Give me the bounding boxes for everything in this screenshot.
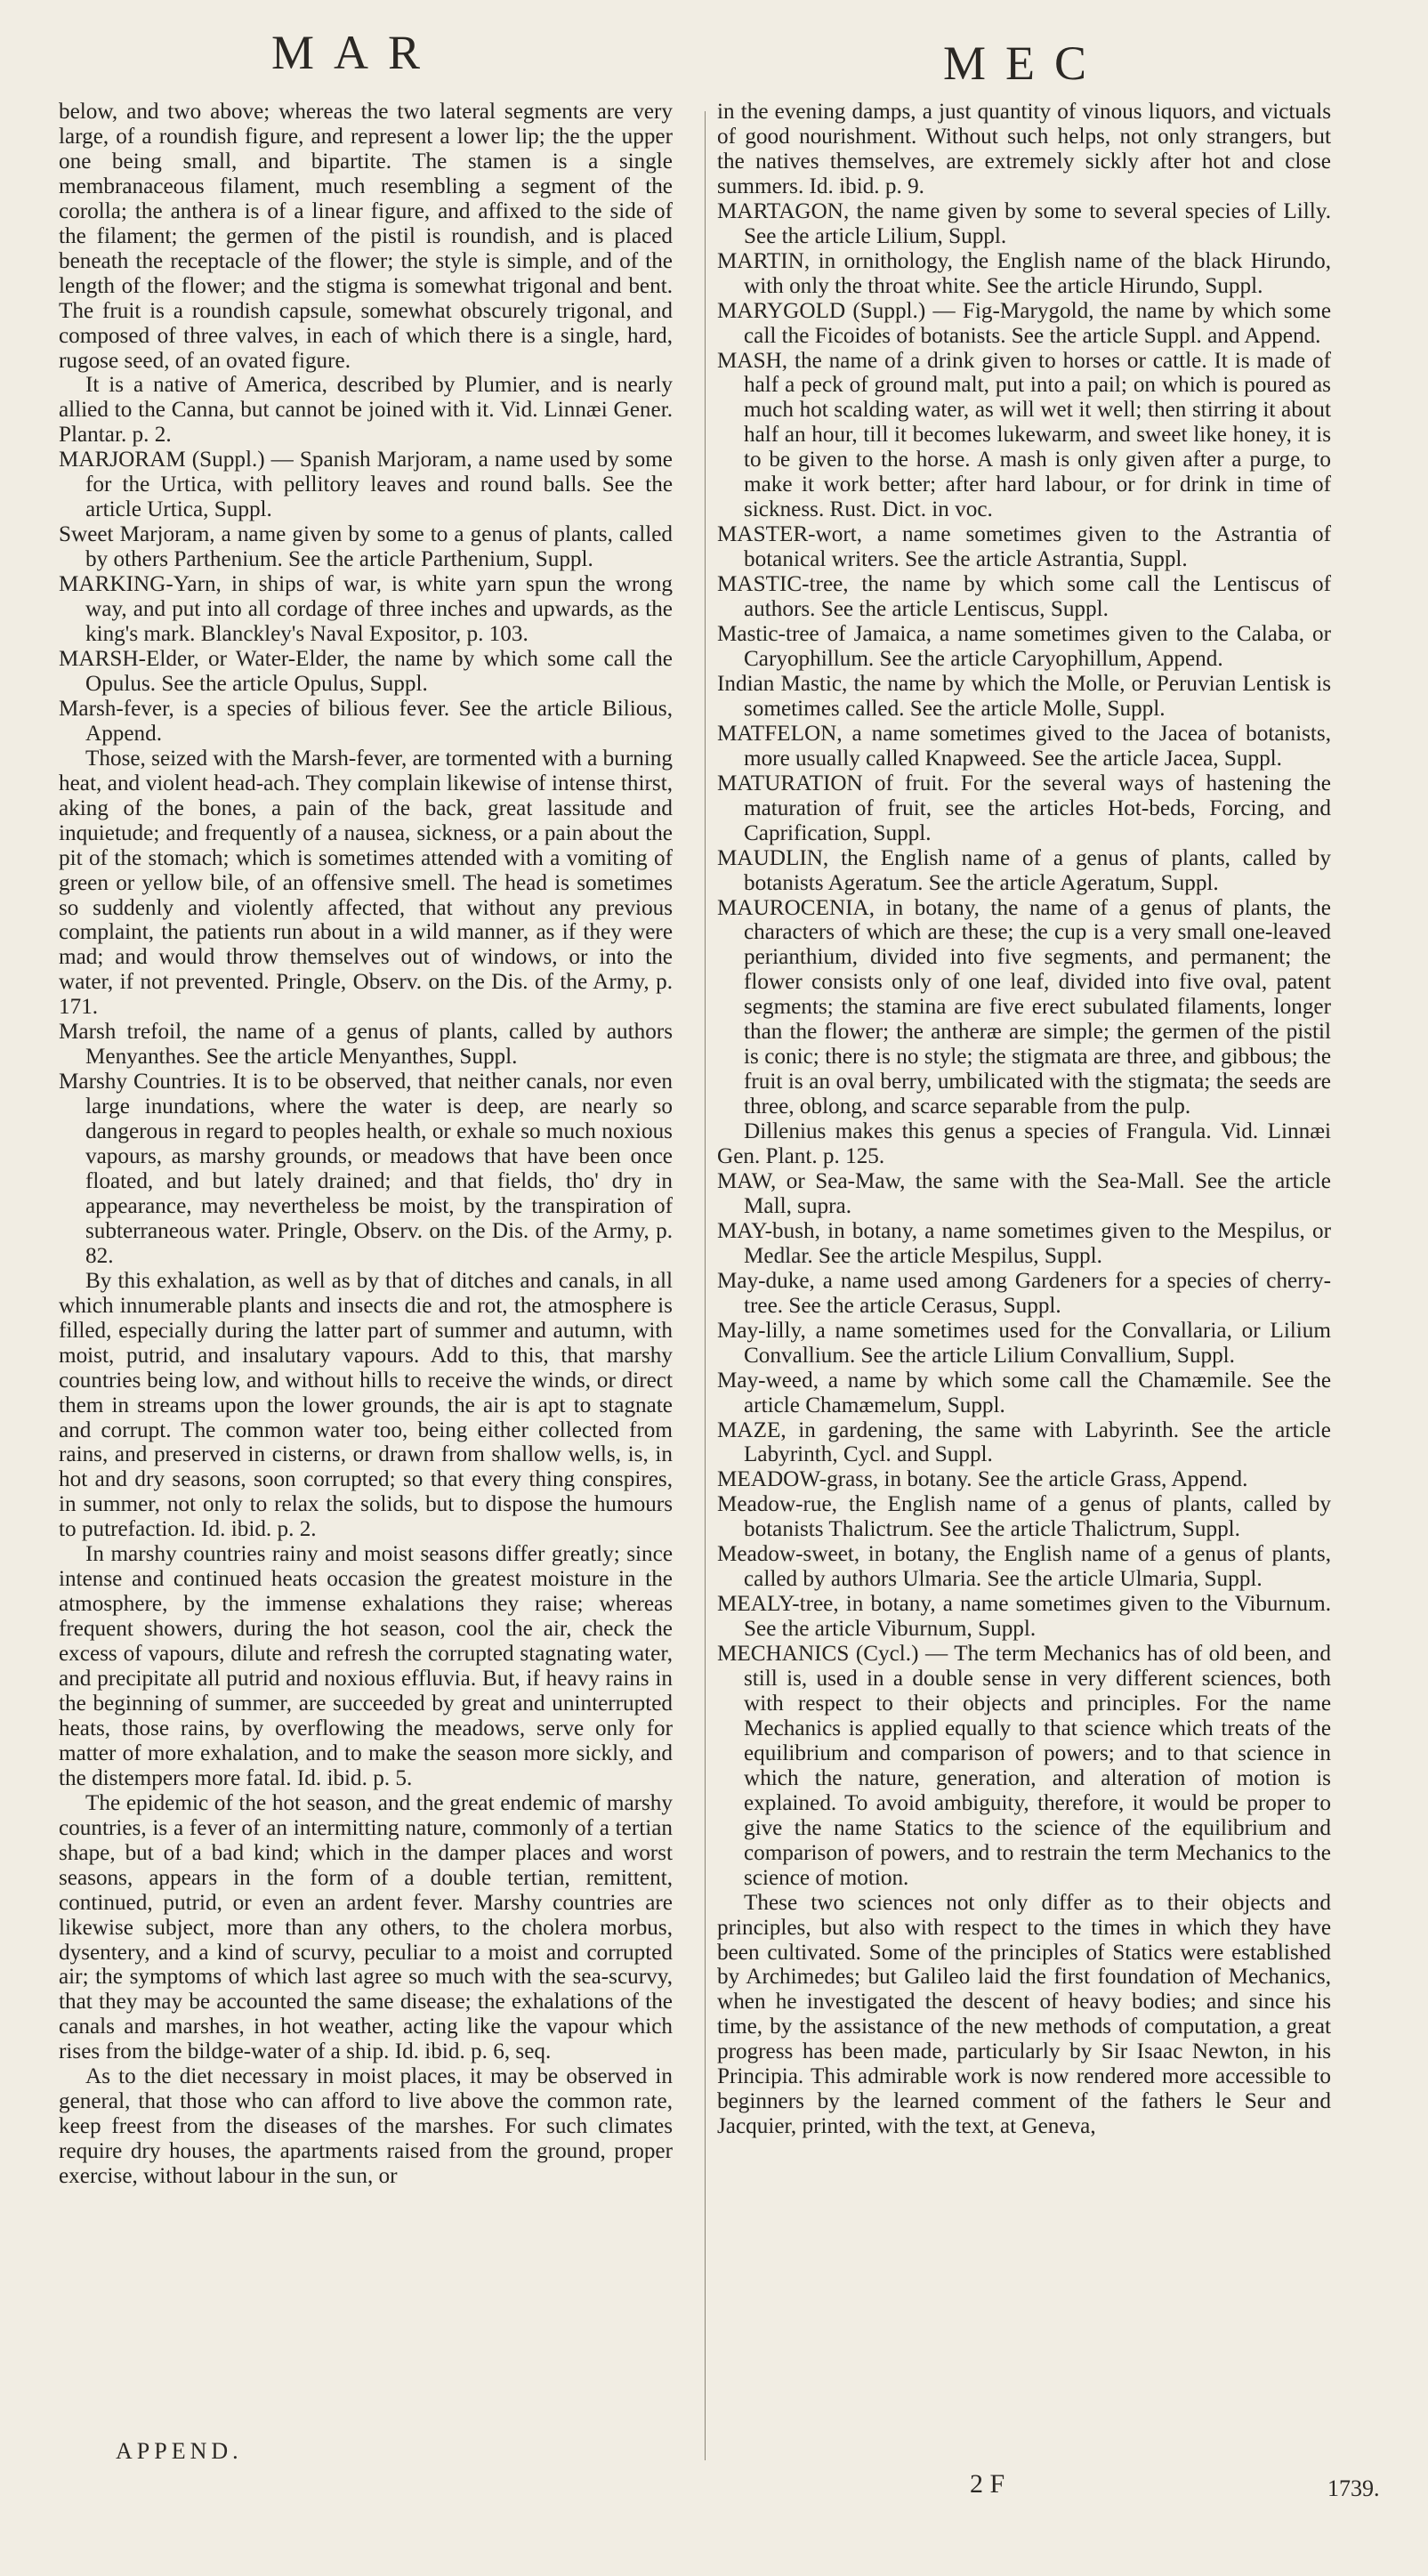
column-divider: [705, 111, 706, 2460]
right-column: [717, 100, 1331, 2139]
paragraph: Those, seized with the Marsh-fever, are tormented with a burning heat, and violent head-ach. They complain likewise of intense thirst, aking of the bones, a pain of the back, great lassitude and inquietude; and frequently of a nausea, sickness, or a pain about the pit of the stomach; which is sometimes attended with a vomiting of green or yellow bile, of an offensive smell. The head is sometimes so suddenly and violently affected, that without any previous complaint, the patients run about in a wild manner, as if they were mad; and would throw themselves out of windows, or into the water, if not prevented. Pringle, Observ. on the Dis. of the Army, p. 171.: [59, 746, 673, 1020]
dictionary-entry: MASH, the name of a drink given to horses or cattle. It is made of half a peck of ground malt, put into a pail; on which is poured as much hot scalding water, as will wet it well; then stirring it about half an hour, till it becomes lukewarm, and sweet like honey, it is to be given to the horse. A mash is only given after a purge, to make it work better; after hard labour, or for drink in time of sickness. Rust. Dict. in voc.: [717, 348, 1331, 522]
dictionary-entry: MATFELON, a name sometimes gived to the Jacea of botanists, more usually called Knapweed. See the article Jacea, Suppl.: [717, 721, 1331, 771]
dictionary-entry: Sweet Marjoram, a name given by some to a genus of plants, called by others Parthenium. See the article Parthenium, Suppl.: [59, 522, 673, 572]
dictionary-entry: Marsh trefoil, the name of a genus of plants, called by authors Menyanthes. See the article Menyanthes, Suppl.: [59, 1020, 673, 1070]
paragraph: These two sciences not only differ as to their objects and principles, but also with respect to the times in which they have been cultivated. Some of the principles of Statics were established by Archimedes; but Galileo laid the first foundation of Mechanics, when he investigated the descent of heavy bodies; and since his time, by the assistance of the new methods of computation, a great progress has been made, particularly by Sir Isaac Newton, in his Principia. This admirable work is now rendered more accessible to beginners by the learned comment of the fathers le Seur and Jacquier, printed, with the text, at Geneva,: [717, 1890, 1331, 2139]
dictionary-entry: MARSH-Elder, or Water-Elder, the name by which some call the Opulus. See the article Opulus, Suppl.: [59, 646, 673, 696]
dictionary-entry: MECHANICS (Cycl.) — The term Mechanics has of old been, and still is, used in a double sense in very different sciences, both with respect to their objects and principles. For the name Mechanics is applied equally to that science which treats of the equilibrium and comparison of powers; and to that science in which the nature, generation, and alteration of motion is explained. To avoid ambiguity, therefore, it would be proper to give the name Statics to the science of the equilibrium and comparison of powers, and to restrain the term Mechanics to the science of motion.: [717, 1642, 1331, 1890]
running-head-left: MAR: [271, 26, 440, 79]
dictionary-entry: MARTAGON, the name given by some to several species of Lilly. See the article Lilium, Suppl.: [717, 198, 1331, 248]
left-column: [59, 100, 673, 2189]
dictionary-entry: May-lilly, a name sometimes used for the Convallaria, or Lilium Convallium. See the article Lilium Convallium, Suppl.: [717, 1318, 1331, 1368]
dictionary-entry: MAUDLIN, the English name of a genus of plants, called by botanists Ageratum. See the article Ageratum, Suppl.: [717, 845, 1331, 895]
dictionary-entry: MAY-bush, in botany, a name sometimes given to the Mespilus, or Medlar. See the article Mespilus, Suppl.: [717, 1218, 1331, 1268]
dictionary-entry: MAUROCENIA, in botany, the name of a genus of plants, the characters of which are these; the cup is a very small one-leaved perianthium, divided into five segments, and permanent; the flower consists only of one leaf, divided into five oval, patent segments; the stamina are five erect subulated filaments, longer than the flower; the antheræ are simple; the germen of the pistil is conic; there is no style; the stigmata are three, and gibbous; the fruit is an oval berry, umbilicated with the stigmata; the seeds are three, oblong, and scarce separable from the pulp.: [717, 895, 1331, 1119]
dictionary-entry: Meadow-rue, the English name of a genus of plants, called by botanists Thalictrum. See the article Thalictrum, Suppl.: [717, 1492, 1331, 1542]
dictionary-entry: MEADOW-grass, in botany. See the article Grass, Append.: [717, 1467, 1248, 1492]
running-head-right: MEC: [943, 36, 1107, 90]
dictionary-entry: MARJORAM (Suppl.) — Spanish Marjoram, a name used by some for the Urtica, with pellitory leaves and round balls. See the article Urtica, Suppl.: [59, 448, 673, 522]
dictionary-entry: Marshy Countries. It is to be observed, that neither canals, nor even large inundations, where the water is deep, are nearly so dangerous in regard to peoples health, or exhale so much noxious vapours, as marshy grounds, or meadows that have been once floated, and but lately drained; and that fields, tho' dry in appearance, may nevertheless be moist, by the transpiration of subterraneous water. Pringle, Observ. on the Dis. of the Army, p. 82.: [59, 1070, 673, 1268]
dictionary-entry: MARKING-Yarn, in ships of war, is white yarn spun the wrong way, and put into all cordage of three inches and upwards, as the king's mark. Blanckley's Naval Expositor, p. 103.: [59, 572, 673, 647]
paragraph: By this exhalation, as well as by that of ditches and canals, in all which innumerable plants and insects die and rot, the atmosphere is filled, especially during the latter part of summer and autumn, with moist, putrid, and insalutary vapours. Add to this, that marshy countries being low, and without hills to receive the winds, or direct them in streams upon the lower grounds, the air is apt to stagnate and corrupt. The common water too, being either collected from rains, and preserved in cisterns, or drawn from shallow wells, is, in hot and dry seasons, soon corrupted; so that every thing conspires, in summer, not only to relax the solids, but to dispose the humours to putrefaction. Id. ibid. p. 2.: [59, 1268, 673, 1542]
dictionary-entry: MEALY-tree, in botany, a name sometimes given to the Viburnum. See the article Viburnum, Suppl.: [717, 1592, 1331, 1642]
paragraph: As to the diet necessary in moist places, it may be observed in general, that those who can afford to live above the common rate, keep freest from the diseases of the marshes. For such climates require dry houses, the apartments raised from the ground, proper exercise, without labour in the sun, or: [59, 2064, 673, 2189]
catchword: APPEND.: [116, 2438, 243, 2464]
dictionary-entry: MASTIC-tree, the name by which some call the Lentiscus of authors. See the article Lentiscus, Suppl.: [717, 572, 1331, 622]
dictionary-entry: Marsh-fever, is a species of bilious fever. See the article Bilious, Append.: [59, 696, 673, 746]
dictionary-entry: MASTER-wort, a name sometimes given to the Astrantia of botanical writers. See the article Astrantia, Suppl.: [717, 522, 1331, 572]
dictionary-entry: Indian Mastic, the name by which the Molle, or Peruvian Lentisk is sometimes called. See the article Molle, Suppl.: [717, 671, 1331, 721]
dictionary-entry: MARTIN, in ornithology, the English name of the black Hirundo, with only the throat white. See the article Hirundo, Suppl.: [717, 248, 1331, 298]
dictionary-entry: May-weed, a name by which some call the Chamæmile. See the article Chamæmelum, Suppl.: [717, 1368, 1331, 1417]
paragraph: in the evening damps, a just quantity of vinous liquors, and victuals of good nourishment. Without such helps, not only strangers, but the natives themselves, are extremely sickly after hot and close summers. Id. ibid. p. 9.: [717, 100, 1331, 198]
dictionary-entry: MAZE, in gardening, the same with Labyrinth. See the article Labyrinth, Cycl. and Suppl.: [717, 1417, 1331, 1467]
signature-mark: 2 F: [970, 2469, 1005, 2499]
dictionary-entry: Mastic-tree of Jamaica, a name sometimes given to the Calaba, or Caryophillum. See the article Caryophillum, Append.: [717, 622, 1331, 671]
dictionary-entry: MATURATION of fruit. For the several ways of hastening the maturation of fruit, see the articles Hot-beds, Forcing, and Caprification, Suppl.: [717, 771, 1331, 845]
paragraph: below, and two above; whereas the two lateral segments are very large, of a roundish figure, and represent a lower lip; the the upper one being small, and bipartite. The stamen is a single membranaceous filament, much resembling a segment of the corolla; the anthera is of a linear figure, and affixed to the side of the filament; the germen of the pistil is roundish, and is placed beneath the receptacle of the flower; the style is simple, and of the length of the flower; and the stigma is somewhat trigonal and bent. The fruit is a roundish capsule, somewhat obscurely trigonal, and composed of three valves, in each of which there is a single, hard, rugose seed, of an ovated figure.: [59, 100, 673, 373]
paragraph: In marshy countries rainy and moist seasons differ greatly; since intense and continued heats occasion the greatest moisture in the atmosphere, by the immense exhalations they raise; whereas frequent showers, during the hot season, cool the air, check the excess of vapours, dilute and refresh the corrupted stagnating water, and precipitate all putrid and noxious effluvia. But, if heavy rains in the beginning of summer, are succeeded by great and uninterrupted heats, those rains, by overflowing the meadows, serve only for matter of more exhalation, and to make the season more sickly, and the distempers more fatal. Id. ibid. p. 5.: [59, 1542, 673, 1790]
dictionary-entry: May-duke, a name used among Gardeners for a species of cherry-tree. See the article Cerasus, Suppl.: [717, 1268, 1331, 1318]
dictionary-entry: MARYGOLD (Suppl.) — Fig-Marygold, the name by which some call the Ficoides of botanists. See the article Suppl. and Append.: [717, 298, 1331, 348]
dictionary-entry: Meadow-sweet, in botany, the English name of a genus of plants, called by authors Ulmaria. See the article Ulmaria, Suppl.: [717, 1542, 1331, 1592]
paragraph: Dillenius makes this genus a species of Frangula. Vid. Linnæi Gen. Plant. p. 125.: [717, 1119, 1331, 1169]
page-number: 1739.: [1327, 2475, 1380, 2501]
paragraph: The epidemic of the hot season, and the great endemic of marshy countries, is a fever of an intermitting nature, commonly of a tertian shape, but of a bad kind; which in the damper places and worst seasons, appears in the form of a double tertian, remittent, continued, putrid, or even an ardent fever. Marshy countries are likewise subject, more than any others, to the cholera morbus, dysentery, and a kind of scurvy, peculiar to a moist and corrupted air; the symptoms of which last agree so much with the sea-scurvy, that they may be accounted the same disease; the exhalations of the canals and marshes, in hot weather, acting like the vapour which rises from the bildge-water of a ship. Id. ibid. p. 6, seq.: [59, 1790, 673, 2064]
paragraph: It is a native of America, described by Plumier, and is nearly allied to the Canna, but cannot be joined with it. Vid. Linnæi Gener. Plantar. p. 2.: [59, 373, 673, 448]
dictionary-entry: MAW, or Sea-Maw, the same with the Sea-Mall. See the article Mall, supra.: [717, 1168, 1331, 1218]
